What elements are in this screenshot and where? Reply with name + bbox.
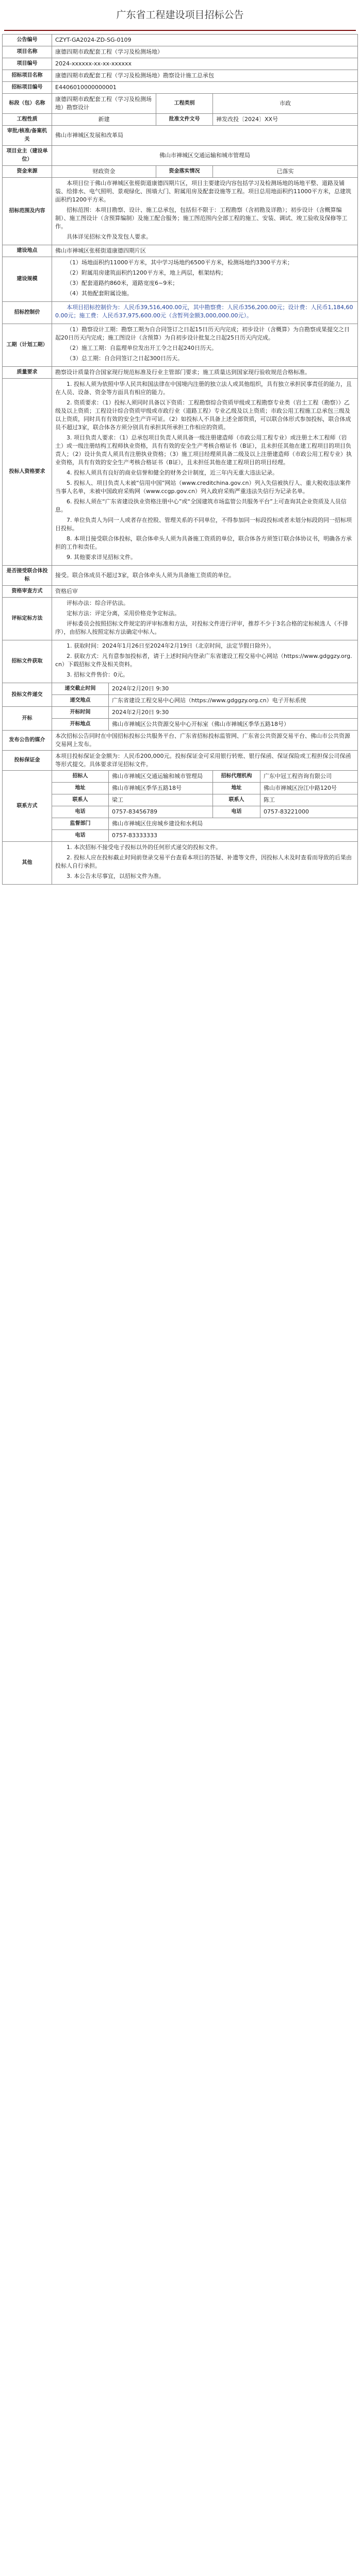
contact-supervise: 佛山市禅城区住房城乡建设和水利局 (109, 818, 358, 830)
duration-para: （1）勘察设计工期：勘察工期为自合同签订之日起15日历天内完成；初步设计（含概算）为自勘察成果提交之日起20日历天内完成；施工图设计（含预算）为自初步设计批复之日起25日历天内完成。 (55, 326, 350, 341)
bidder-req-label: 投标人资格要求 (3, 379, 52, 566)
margin-label: 投标保证金 (3, 751, 52, 771)
contact-agent-tel-label: 电话 (213, 806, 260, 818)
scale-para: （2）附属用房建筑面积约1200平方米，地上两层，框架结构； (67, 269, 226, 276)
contact-agent-person: 陈工 (260, 794, 358, 806)
contact-agent-label: 招标代理机构 (213, 771, 260, 783)
bidder-req-para: 6. 投标人须在“广东省建设执业资格注册中心”或“全国建筑市场监管公共服务平台”上可查询其企业资质及人员信息。 (55, 498, 347, 513)
contact-owner-tel-label: 电话 (52, 806, 109, 818)
evaluation-content (52, 598, 358, 640)
announcement-table (2, 34, 358, 885)
bidder-req-para: 5. 投标人、项目负责人未被“信用中国”网站（www.creditchina.gov.cn）列入失信被执行人、重大税收违法案件当事人名单，未被中国政府采购网（www.ccgp.gov.cn）列入政府采购严重违法失信行为记录名单。 (55, 480, 351, 495)
get-docs-para[interactable]: 2. 获取方式：凡有意参加投标者，请于上述时间内登录广东省建设工程交易中心网站（https://www.gdggzy.org.cn）下载招标文件及相关资料。 (55, 653, 352, 668)
bidder-req-para: 8. 本项目接受联合体投标，联合体牵头人须为具备施工资质的单位，联合体各方须签订联合体协议书，明确各方承担的工作和责任。 (55, 535, 352, 550)
approval-label: 审批/核准/备案机关 (3, 126, 52, 146)
contact-supervise-tel: 0757-83333333 (109, 830, 358, 842)
site-value: 佛山市禅城区张槎街道康德四期片区 (52, 245, 358, 257)
bid-name: 康德四期市政配套工程（学习及检测场地）勘察设计施工总承包 (52, 70, 358, 82)
scope-content (52, 178, 358, 245)
contact-agent-addr: 佛山市禅城区汾江中路120号 (260, 783, 358, 794)
contact-owner-addr: 佛山市禅城区季华五路18号 (109, 783, 213, 794)
notice-media-value: 本次招标公告同时在中国招标投标公共服务平台、广东省招标投标监管网、广东省公共资源交易平台、佛山市公共资源交易网上发布。 (52, 731, 358, 751)
contact-owner-person: 梁工 (109, 794, 213, 806)
nature-label: 工程性质 (3, 114, 52, 126)
other-content (52, 842, 358, 885)
bidder-req-content (52, 379, 358, 566)
scope-para: 本项目位于佛山市禅城区张槎街道康德四期片区，项目主要建设内容包括学习及检测场地的场地平整、道路及铺装、给排水、电气照明、景观绿化、围墙大门、附属用房及配套设施等工程。项目总用地面积约11000平方米，总建筑面积约1200平方米。 (55, 180, 351, 203)
bidder-req-para: 3. 项目负责人要求：（1）总承包项目负责人须具备一级注册建造师（市政公用工程专业）或注册土木工程师（岩土）或一级注册结构工程师执业资格，具有有效的安全生产考核合格证书（B证），且未担任其他在建工程项目的项目负责人；（2）设计负责人须具有注册执业资格；（3）施工项目经理须具备二级及以上注册建造师（市政公用工程专业）执业资格，具有有效的安全生产考核合格证书（B证），且未担任其他在建工程项目的项目经理。 (55, 434, 352, 466)
announce-no-label: 公告编号 (3, 35, 52, 46)
submit-place-label: 递交地点 (52, 695, 109, 707)
submit-deadline: 2024年2月20日 9:30 (109, 683, 358, 695)
open-time: 2024年2月20日 9:30 (109, 707, 358, 719)
contact-owner: 佛山市禅城区交通运输和城市管理局 (109, 771, 213, 783)
scope-label: 招标范围及内容 (3, 178, 52, 245)
section-type: 市政 (213, 94, 358, 114)
review-value: 资格后审 (52, 586, 358, 598)
submit-place: 广东省建设工程交易中心网站（https://www.gdggzy.org.cn）电子开标系统 (109, 695, 358, 707)
project-name: 康德四期市政配套工程（学习及检测场地） (52, 46, 358, 58)
fund-label: 资金来源 (3, 166, 52, 178)
fund-ratio-label: 资金落实情况 (156, 166, 213, 178)
evaluation-para: 评标委员会按照招标文件规定的评审标准和方法，对投标文件进行评审，推荐不少于3名合格的定标候选人（不排序），由招标人按照定标方法确定中标人。 (55, 620, 348, 635)
scale-para: （4）其他配套附属设施。 (67, 290, 133, 297)
submit-deadline-label: 递交截止时间 (52, 683, 109, 695)
contact-agent-addr-label: 地址 (213, 783, 260, 794)
fund-ratio: 已落实 (213, 166, 358, 178)
contact-agent-tel: 0757-83221000 (260, 806, 358, 818)
bid-code: E4406010000000001 (52, 82, 358, 94)
bidder-req-para: 9. 其他要求详见招标文件。 (67, 554, 136, 561)
bid-code-label: 招标项目编号 (3, 82, 52, 94)
open-place: 佛山市禅城区公共资源交易中心开标室（佛山市禅城区季华五路18号） (109, 719, 358, 731)
other-para: 1. 本次招标不接受电子投标以外的任何形式递交的投标文件。 (67, 844, 221, 851)
approval: 佛山市禅城区发展和改革局 (52, 126, 358, 146)
bid-name-label: 招标项目名称 (3, 70, 52, 82)
scale-para: （3）配套道路约860米，道路宽度6~9米； (67, 280, 178, 286)
contact-owner-addr-label: 地址 (52, 783, 109, 794)
page-title: 广东省工程建设项目招标公告 (116, 9, 244, 21)
contact-supervise-tel-label: 电话 (52, 830, 109, 842)
contact-owner-tel: 0757-83456789 (109, 806, 213, 818)
bidder-req-para: 4. 投标人须具有良好的商业信誉和健全的财务会计制度，近三年内无重大违法记录。 (67, 469, 278, 476)
get-docs-label: 招标文件获取 (3, 640, 52, 683)
contacts-label: 联系方式 (3, 771, 52, 842)
quality-value: 勘察设计质量符合国家现行规范标准及行业主管部门要求；施工质量达到国家现行验收规范合格标准。 (52, 367, 358, 379)
price-value (52, 302, 358, 324)
other-para: 2. 投标人应在投标截止时间前登录交易平台查看本项目的答疑、补遗等文件，因投标人未及时查看而导致的后果由投标人自行承担。 (55, 854, 352, 869)
joint-label: 是否接受联合体投标 (3, 566, 52, 586)
owner-label: 项目业主（建设单位） (3, 146, 52, 166)
scope-para: 具体详见招标文件及发包人要求。 (67, 233, 152, 240)
scope-para: 招标范围：本项目勘察、设计、施工总承包，包括但不限于：工程勘察（含初勘及详勘）；初步设计（含概算编制）、施工图设计（含预算编制）及施工配合服务；施工图范围内全部工程的施工、安装、调试、竣工验收及保修等工作。 (55, 207, 348, 230)
quality-label: 质量要求 (3, 367, 52, 379)
announce-no: CZYT-GA2024-ZD-SG-0109 (52, 35, 358, 46)
margin-value: 本项目投标保证金金额为：人民币200,000元。投标保证金可采用银行转账、银行保函、保证保险或工程担保公司保函等形式提交。具体要求详见招标文件。 (52, 751, 358, 771)
section-name-label: 标段（包）名称 (3, 94, 52, 114)
scale-content (52, 257, 358, 302)
owner: 佛山市禅城区交通运输和城市管理局 (52, 146, 358, 166)
other-label: 其他 (3, 842, 52, 885)
section-name: 康德四期市政配套工程（学习及检测场地）勘察设计 (52, 94, 156, 114)
evaluation-label: 评标定标方法 (3, 598, 52, 640)
open-label: 开标 (3, 707, 52, 731)
price-label: 招标控制价 (3, 302, 52, 324)
contact-agent-person-label: 联系人 (213, 794, 260, 806)
fund: 财政资金 (52, 166, 156, 178)
approval-no-label: 批准文件文号 (156, 114, 213, 126)
bidder-req-para: 2. 资质要求：（1）投标人须同时具备以下资质：工程勘察综合资质甲级或工程勘察专业类（岩土工程（勘察））乙级及以上资质；工程设计综合资质甲级或市政行业（道路工程）专业乙级及以上资质；市政公用工程施工总承包三级及以上资质，同时具有有效的安全生产许可证。（2）如投标人不具备上述全部资质，可以联合体形式参加投标，联合体成员不超过3家，联合体各方须分别具有承担其所承担工作相应的资质。 (55, 399, 351, 431)
approval-no: 禅发改投〔2024〕XX号 (213, 114, 358, 126)
contact-supervise-label: 监督部门 (52, 818, 109, 830)
scale-para: （1）场地面积约11000平方米，其中学习场地约6500平方米，检测场地约3300平方米； (67, 259, 293, 266)
section-type-label: 工程类别 (156, 94, 213, 114)
get-docs-para: 3. 招标文件售价：0元。 (67, 671, 128, 678)
other-para: 3. 本公告未尽事宜，以招标文件为准。 (67, 873, 165, 879)
duration-label: 工期（计划工期） (3, 324, 52, 367)
get-docs-content (52, 640, 358, 683)
nature: 新建 (52, 114, 156, 126)
evaluation-para: 定标方法：评定分离，采用价格竞争定标法。 (67, 610, 180, 617)
duration-content (52, 324, 358, 367)
contact-owner-label: 招标人 (52, 771, 109, 783)
notice-media-label: 发布公告的媒介 (3, 731, 52, 751)
duration-para: （3）总工期：自合同签订之日起300日历天。 (67, 355, 183, 362)
duration-para: （2）施工工期：自监理单位发出开工令之日起240日历天。 (67, 345, 217, 351)
project-code: 2024-xxxxxx-xx-xx-xxxxxx (52, 58, 358, 70)
title-divider (4, 30, 356, 31)
project-code-label: 项目编号 (3, 58, 52, 70)
project-name-label: 项目名称 (3, 46, 52, 58)
price-text: 本项目招标控制价为：人民币39,516,400.00元，其中勘察费：人民币356,200.00元；设计费：人民币1,184,600.00元；施工费：人民币37,975,600.00元（含暂列金额3,000,000.00元）。 (55, 304, 353, 319)
evaluation-para: 评标办法：综合评估法。 (67, 600, 129, 606)
get-docs-para: 1. 获取时间：2024年1月26日至2024年2月19日（北京时间，法定节假日除外）。 (67, 642, 275, 649)
scale-label: 建设规模 (3, 257, 52, 302)
bidder-req-para: 1. 投标人须为依照中华人民共和国法律在中国境内注册的独立法人或其他组织，具有独立承担民事责任的能力，且在人员、设备、资金等方面具有相应的能力。 (55, 381, 352, 396)
open-place-label: 开标地点 (52, 719, 109, 731)
joint-value: 接受。联合体成员不超过3家，联合体牵头人须为具备施工资质的单位。 (52, 566, 358, 586)
submit-label: 投标文件递交 (3, 683, 52, 707)
contact-owner-person-label: 联系人 (52, 794, 109, 806)
bidder-req-para: 7. 单位负责人为同一人或者存在控股、管理关系的不同单位，不得参加同一标段投标或者未划分标段的同一招标项目投标。 (55, 517, 352, 532)
site-label: 建设地点 (3, 245, 52, 257)
review-label: 资格审查方式 (3, 586, 52, 598)
contact-agent: 广东中冠工程咨询有限公司 (260, 771, 358, 783)
open-time-label: 开标时间 (52, 707, 109, 719)
